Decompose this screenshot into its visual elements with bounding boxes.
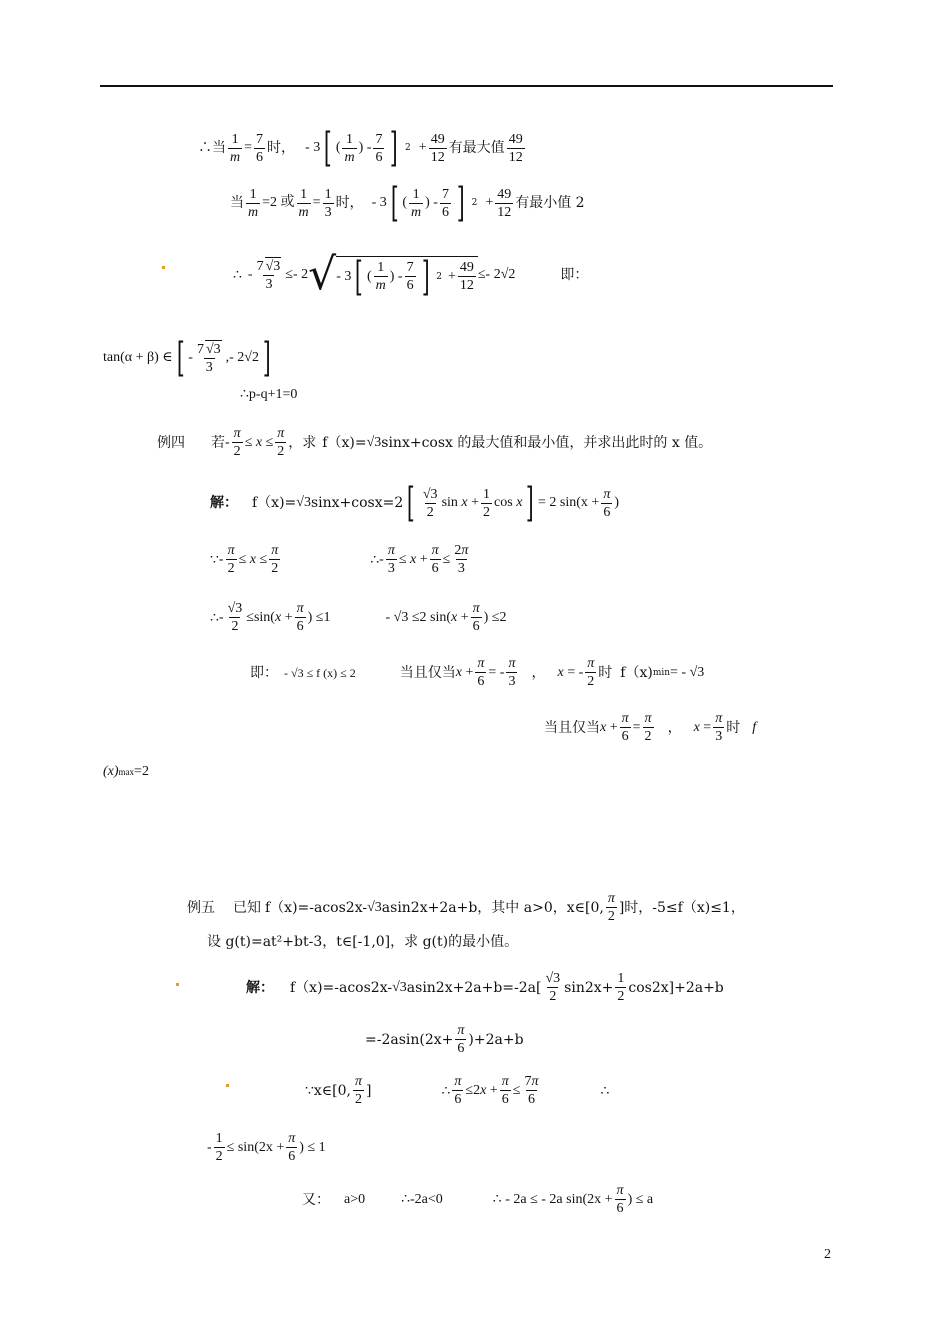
text: ∴ [441,1082,451,1099]
text: f [752,719,757,735]
line-min-value: 当 $\frac{1}{m}$ =2 或 $\frac{1}{m}$ = $\frac{1}{3}$ 时， - 3 [ ( $\frac{1}{m}$ ) - $\frac{7}{6}$ ] 2 + $\frac{49}{12}$ 有最小值 2 [230,180,585,226]
text: = - √3 [670,664,705,680]
text: 即： [250,664,278,681]
page-number: 2 [824,1247,831,1262]
example-four: 例四 若 - $\frac{\pi}{2}$ ≤ x ≤ $\frac{\pi}{2}$ ，求 f（x)= √3 sinx+cosx 的最大值和最小值，并求出此时的 x 值。 [157,426,713,459]
text: a>0 [344,1191,366,1207]
text: + [485,195,494,210]
text: 若 [211,434,225,451]
text: ]时，-5≤f（x)≤1， [618,899,745,916]
marker-dot [162,266,165,269]
fraction: $\frac{1}{m}$ [230,131,241,165]
header-rule [100,85,833,87]
text: tan(α + β) ∈ [103,350,173,365]
text: = 2 sin(x + [538,495,600,510]
text: ∵ [210,551,219,568]
text: 时 [726,719,741,736]
text: f（x)= [252,495,297,511]
text: cos2x]+2a+b [628,979,724,996]
text: - 3 [305,140,321,155]
line-sin-range: ∴ - $\frac{√3}{2}$ ≤sin(x + $\frac{\pi}{6}$ ) ≤1 - √3 ≤2 sin(x + $\frac{\pi}{6}$ ) ≤2 [210,601,507,634]
text: max [118,767,135,777]
text: 当且仅当 [544,719,600,736]
text: 时， [267,140,296,156]
text: asin2x+2a+b=-2a[ [406,979,542,996]
line-conclusion [240,385,297,405]
text: ) ≤ a [627,1191,654,1207]
line-max-value: ∴当 $\frac{1}{m}$ = $\frac{7}{6}$ 时， - 3 [ ( $\frac{1}{m}$ ) - $\frac{7}{6}$ ] 2 + $\frac{49}{12}$ 有最大值 $\frac{49}{12}$ [198,125,523,171]
text: sinx+cosx=2 [310,495,404,511]
line-final-inequality: 又： a>0 ∴-2a<0 ∴ - 2a ≤ - 2a sin(2x + $\frac{\pi}{6}$ ) ≤ a [302,1183,654,1216]
line-inequality: ∴ - $\frac{7√ 3}{3}$ ≤- 2 √ - 3 [ ( $\frac{1}{m}$ ) - $\frac{7}{6}$ ] 2 + $\frac{49}{12}$ ≤- 2 √2 即： [233,255,588,295]
text: 设 g(t)=at²+bt-3，t∈[-1,0]，求 g(t)的最小值。 [207,934,519,950]
text: )+2a+b [468,1031,524,1048]
text: 又： [302,1191,330,1208]
fraction: $\frac{7}{6}$ [256,131,264,165]
text: f（x) [620,664,653,681]
square-root: √ - 3 [ ( $\frac{1}{m}$ ) - $\frac{7}{6}$ ] 2 + $\frac{49}{12}$ [308,255,478,295]
solution-five-simplified: =-2asin(2x+ $\frac{\pi}{6}$ )+2a+b [365,1023,524,1056]
text: ∵x∈[0, [305,1082,351,1099]
text: f（x)=-acos2x- [290,979,393,996]
text: ∴-2a<0 [401,1191,443,1207]
line-max-value-result [103,762,149,782]
text: 即： [560,267,589,283]
solution-label: 解： [210,495,238,511]
text: 时 [598,664,613,681]
line-max-case: 当且仅当 x + $\frac{\pi}{6}$ = $\frac{\pi}{2}$ ， x = $\frac{\pi}{3}$ 时 f [544,711,757,744]
marker-dot [176,983,179,986]
text: 有最大值 [448,140,505,156]
text: asin2x+2a+b，其中 a>0，x∈[0, [381,899,604,916]
text: =2 [134,764,149,779]
text: f（x)=-acos2x- [265,899,368,916]
line-range-x: ∵ - $\frac{\pi}{2}$ ≤ x ≤ $\frac{\pi}{2}$ ∴ - $\frac{\pi}{3}$ ≤ x + $\frac{\pi}{6}$ ≤ $\frac{2\pi}{3}$ [210,543,469,576]
example-five: 例五 已知 f（x)=-acos2x- √3 asin2x+2a+b，其中 a>0，x∈[0, $\frac{\pi}{2}$ ]时，-5≤f（x)≤1， [187,891,745,924]
text: 当且仅当 [399,664,456,681]
text: ∴p-q+1=0 [240,387,298,402]
line-range-2x: ∵x∈[0, $\frac{\pi}{2}$ ] ∴ $\frac{\pi}{6}$ ≤2x + $\frac{\pi}{6}$ ≤ $\frac{7\pi}{6}$ ∴ [305,1074,610,1107]
example-label: 例五 [187,899,215,916]
solution-label: 解： [246,979,274,996]
solution-five: 解： f（x)=-acos2x- √3 asin2x+2a+b=-2a[ $\frac{√3}{2}$ sin2x+ $\frac{1}{2}$ cos2x]+2a+b [246,971,724,1004]
example-five-question [207,932,518,952]
text: 已知 [233,899,261,916]
line-tan-range: tan(α + β) ∈ [ - $\frac{7√ 3}{3}$ ,- 2√2 ] [103,340,275,376]
text: 当 [230,195,244,211]
text: ≤ sin(2x + [226,1139,285,1155]
text: =-2asin(2x+ [365,1031,454,1048]
line-min-case: 即： - √3 ≤ f (x) ≤ 2 当且仅当 x + $\frac{\pi}{6}$ = - $\frac{\pi}{3}$ ， x = - $\frac{\pi}{2}$ 时 f（x) min = - √3 [250,656,705,689]
text: sinx+cosx 的最大值和最小值，并求出此时的 x 值。 [381,434,713,451]
line-sin-2x-range: - $\frac{1}{2}$ ≤ sin(2x + $\frac{\pi}{6}$ ) ≤ 1 [207,1131,326,1164]
text: ∴ [370,551,380,568]
text: ∴ [210,609,219,626]
text: ) ≤ 1 [299,1139,326,1155]
text: - 3 [371,195,387,210]
text: + [418,140,427,155]
text: 有最小值 2 [515,195,585,211]
text: (x) [103,764,119,779]
text: ∴当 [198,140,226,156]
text: ∴ [233,267,242,283]
marker-dot [226,1084,229,1087]
example-label: 例四 [157,434,185,451]
text: 时， [335,195,364,211]
text: ∴ [600,1082,610,1099]
text: - √3 ≤ f (x) ≤ 2 [284,665,356,680]
text: ∴ - 2a ≤ - 2a sin(2x + [492,1191,613,1207]
text: f（x)= [322,434,367,451]
solution-four: 解： f（x)= √3 sinx+cosx=2 [ $\frac{√3}{2}$ sin x + $\frac{1}{2}$ cos x ] = 2 sin(x + $\frac{\pi}{6}$ ) [210,480,620,526]
text: ≤- 2 [477,267,501,282]
text: ] [366,1082,372,1099]
text: min [652,667,671,678]
text: ≤- 2 [285,267,309,282]
text: sin2x+ [564,979,614,996]
text: ，求 [288,434,317,451]
text: =2 或 [262,195,295,210]
